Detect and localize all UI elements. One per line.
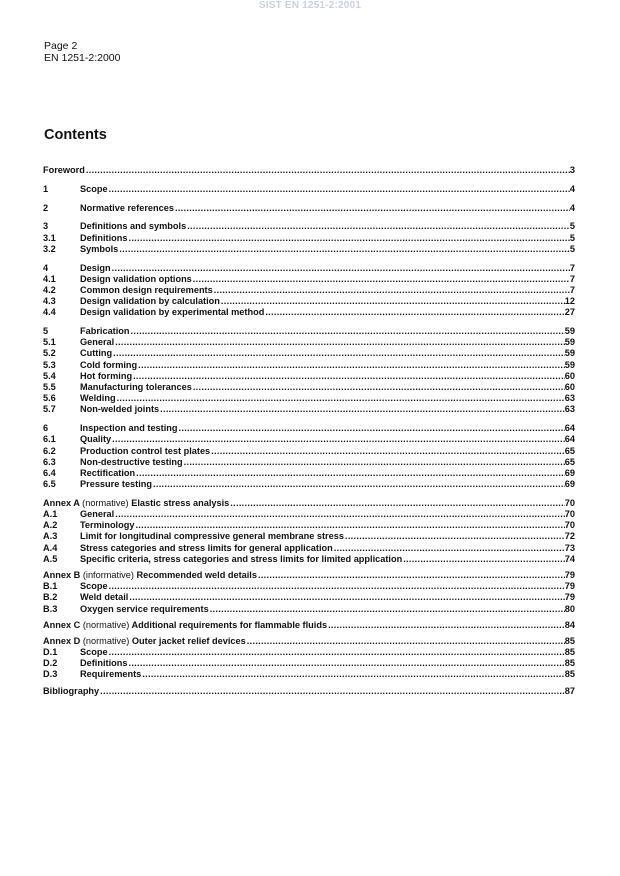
toc-entry (43, 636, 575, 647)
toc-entry-title-group (80, 184, 109, 195)
toc-entry-title-group (80, 592, 129, 603)
toc-entry-title-group (80, 468, 136, 479)
toc-entry-page: 7 (569, 284, 575, 295)
toc-entry-number: 2 (43, 202, 49, 213)
toc-entry-title: Weld detail (80, 592, 129, 603)
toc-entry-number: 6.1 (43, 434, 56, 445)
toc-entry-title: Elastic stress analysis (131, 497, 230, 508)
dot-leader (138, 360, 565, 371)
dot-leader (230, 498, 565, 509)
toc-entry-line (80, 244, 575, 255)
toc-entry-title: Specific criteria, stress categories and stress limits for limited application (80, 553, 403, 564)
toc-entry-title-group (80, 554, 403, 565)
toc-entry-number: B.2 (43, 592, 58, 603)
toc-entry (43, 233, 575, 244)
toc-entry-page: 65 (564, 456, 575, 467)
toc-entry-line (80, 531, 575, 542)
dot-leader (115, 337, 565, 348)
toc-entry-line (80, 393, 575, 404)
dot-leader (247, 636, 565, 647)
toc-entry-number: A.1 (43, 509, 58, 520)
dot-leader (221, 296, 565, 307)
toc-entry-title-group (80, 382, 193, 393)
toc-entry-title: Design (80, 262, 111, 273)
toc-entry (43, 479, 575, 490)
toc-entry-line (80, 274, 575, 285)
toc-entry-title-group (80, 509, 115, 520)
toc-entry-title-group (80, 233, 128, 244)
dot-leader (142, 669, 564, 680)
toc-entry-line (80, 669, 575, 680)
toc-entry-title-group (80, 434, 112, 445)
toc-entry-title: Manufacturing tolerances (80, 381, 192, 392)
toc-entry-line (80, 468, 575, 479)
toc-entry-page: 73 (564, 542, 575, 553)
dot-leader (131, 326, 565, 337)
toc-entry-title: Definitions (80, 232, 128, 243)
toc-entry-page: 80 (564, 603, 575, 614)
toc-entry (43, 274, 575, 285)
toc-entry (43, 221, 575, 232)
toc-entry (43, 520, 575, 531)
toc-entry (43, 543, 575, 554)
toc-entry-title: Fabrication (80, 326, 130, 337)
toc-entry (43, 498, 575, 509)
annex-label: Annex C (43, 619, 81, 630)
toc-entry-number: 6.2 (43, 445, 56, 456)
toc-entry-number: 5.1 (43, 337, 56, 348)
toc-entry-page: 79 (564, 581, 575, 592)
toc-entry-page: 70 (564, 497, 575, 508)
toc-entry-line (80, 509, 575, 520)
toc-entry-page: 79 (564, 592, 575, 603)
toc-entry-page: 85 (564, 669, 575, 680)
page-label: Page 2 (44, 40, 78, 52)
toc-entry-number: 4 (43, 262, 49, 273)
toc-entry-title: Bibliography (43, 685, 100, 696)
dot-leader (211, 446, 565, 457)
dot-leader (115, 509, 565, 520)
dot-leader (129, 592, 564, 603)
toc-entry-title: Additional requirements for flammable fluids (131, 619, 328, 630)
toc-entry (43, 360, 575, 371)
toc-entry-number: D.2 (43, 658, 58, 669)
toc-entry (43, 686, 575, 697)
toc-entry-line (80, 604, 575, 615)
dot-leader (128, 233, 569, 244)
toc-entry-page: 79 (564, 569, 575, 580)
toc-entry-title-group (80, 604, 210, 615)
annex-label: Annex B (43, 569, 81, 580)
toc-entry-title-group (80, 423, 179, 434)
toc-entry-title: Non-destructive testing (80, 456, 183, 467)
toc-entry (43, 468, 575, 479)
toc-entry-number: D.3 (43, 669, 58, 680)
toc-entry-number: 5 (43, 326, 49, 337)
toc-entry (43, 531, 575, 542)
toc-entry-number: 3.1 (43, 232, 56, 243)
toc-entry-line (80, 647, 575, 658)
toc-entry (43, 393, 575, 404)
dot-leader (109, 581, 565, 592)
toc-entry (43, 285, 575, 296)
toc-entry-title: Common design requirements (80, 284, 213, 295)
toc-entry-title: Inspection and testing (80, 423, 178, 434)
annex-label: Annex D (43, 635, 81, 646)
dot-leader (210, 604, 565, 615)
toc-entry-number: 6.4 (43, 467, 56, 478)
dot-leader (153, 479, 565, 490)
dot-leader (119, 244, 570, 255)
toc-entry-number: A.4 (43, 542, 58, 553)
dot-leader (128, 658, 564, 669)
dot-leader (345, 531, 565, 542)
toc-entry (43, 348, 575, 359)
toc-entry-page: 4 (569, 202, 575, 213)
toc-entry-page: 69 (564, 479, 575, 490)
toc-entry-title-group (80, 669, 142, 680)
toc-entry-title-group (80, 393, 117, 404)
toc-entry-title-group (43, 636, 247, 647)
toc-entry-title-group (43, 570, 258, 581)
toc-entry-title: Cutting (80, 348, 113, 359)
dot-leader (86, 165, 570, 176)
toc-entry-title-group (80, 531, 345, 542)
toc-entry-line (43, 498, 575, 509)
toc-entry-title-group (80, 457, 184, 468)
toc-entry-page: 85 (564, 658, 575, 669)
toc-entry-line (80, 233, 575, 244)
toc-entry-line (80, 296, 575, 307)
toc-entry (43, 592, 575, 603)
toc-entry-page: 85 (564, 635, 575, 646)
dot-leader (193, 382, 565, 393)
annex-qualifier: (informative) (82, 569, 134, 580)
toc-entry-title: Scope (80, 581, 108, 592)
toc-entry-title-group (80, 263, 112, 274)
toc-entry-number: 6.5 (43, 479, 56, 490)
toc-entry (43, 570, 575, 581)
toc-entry-title: Definitions (80, 658, 128, 669)
toc-entry (43, 371, 575, 382)
toc-entry-title-group (80, 446, 211, 457)
toc-entry-line (43, 165, 575, 176)
toc-entry-line (80, 203, 575, 214)
annex-label: Annex A (43, 497, 80, 508)
toc-entry-line (43, 636, 575, 647)
toc-entry-title: Requirements (80, 669, 142, 680)
toc-entry (43, 446, 575, 457)
toc-entry (43, 581, 575, 592)
dot-leader (117, 393, 565, 404)
table-of-contents (43, 165, 575, 697)
toc-entry-title-group (80, 658, 128, 669)
toc-entry-number: 5.4 (43, 370, 56, 381)
toc-entry-title-group (80, 404, 160, 415)
toc-entry-number: 5.3 (43, 359, 56, 370)
toc-entry (43, 165, 575, 176)
toc-entry-title: Oxygen service requirements (80, 603, 209, 614)
toc-entry (43, 658, 575, 669)
toc-entry (43, 307, 575, 318)
toc-entry-title: Pressure testing (80, 479, 152, 490)
standard-number: EN 1251-2:2000 (44, 52, 121, 64)
toc-entry (43, 326, 575, 337)
toc-entry-number: A.2 (43, 520, 58, 531)
toc-entry (43, 382, 575, 393)
toc-entry (43, 669, 575, 680)
toc-entry (43, 620, 575, 631)
toc-entry-title-group (43, 686, 100, 697)
toc-entry-title: Normative references (80, 202, 174, 213)
toc-entry-title: General (80, 337, 115, 348)
toc-entry-title: Rectification (80, 467, 136, 478)
toc-entry (43, 203, 575, 214)
toc-entry-page: 72 (564, 531, 575, 542)
toc-entry-line (80, 326, 575, 337)
toc-entry-number: 6 (43, 423, 49, 434)
toc-entry-line (80, 404, 575, 415)
toc-entry-title-group (80, 337, 115, 348)
dot-leader (112, 263, 570, 274)
toc-entry-title-group (80, 371, 133, 382)
toc-entry-page: 7 (569, 262, 575, 273)
toc-entry-page: 7 (569, 273, 575, 284)
toc-entry-title-group (80, 274, 193, 285)
dot-leader (160, 404, 565, 415)
toc-entry-title: Quality (80, 434, 112, 445)
toc-entry-number: 1 (43, 183, 49, 194)
toc-entry-page: 64 (564, 434, 575, 445)
toc-entry-number: 3.2 (43, 243, 56, 254)
toc-entry-title: Outer jacket relief devices (131, 635, 246, 646)
toc-entry-line (43, 620, 575, 631)
annex-qualifier: (normative) (82, 619, 130, 630)
toc-entry-page: 12 (564, 296, 575, 307)
toc-entry-line (80, 446, 575, 457)
toc-entry-number: 4.1 (43, 273, 56, 284)
toc-entry-page: 59 (564, 326, 575, 337)
toc-entry-line (80, 543, 575, 554)
toc-entry (43, 434, 575, 445)
toc-entry-title-group (80, 581, 109, 592)
toc-entry-title: Welding (80, 393, 116, 404)
dot-leader (100, 686, 565, 697)
dot-leader (184, 457, 565, 468)
toc-entry-page: 63 (564, 404, 575, 415)
toc-entry-title-group (80, 221, 187, 232)
toc-entry-number: 6.3 (43, 456, 56, 467)
toc-entry-page: 4 (569, 183, 575, 194)
page-header (44, 40, 120, 64)
toc-entry-page: 59 (564, 337, 575, 348)
toc-entry-line (80, 371, 575, 382)
toc-entry-page: 85 (564, 647, 575, 658)
toc-entry-line (80, 658, 575, 669)
toc-entry-line (80, 285, 575, 296)
toc-entry-number: A.5 (43, 553, 58, 564)
dot-leader (113, 348, 565, 359)
dot-leader (214, 285, 570, 296)
toc-entry-line (80, 307, 575, 318)
toc-entry-title: Definitions and symbols (80, 221, 187, 232)
toc-entry-line (80, 382, 575, 393)
toc-entry-page: 59 (564, 359, 575, 370)
page-title: Contents (44, 127, 107, 143)
toc-entry-page: 5 (569, 221, 575, 232)
toc-entry-title-group (80, 360, 138, 371)
toc-entry-number: B.1 (43, 581, 58, 592)
toc-entry-line (43, 570, 575, 581)
toc-entry-title: Terminology (80, 520, 135, 531)
toc-entry-number: 5.6 (43, 393, 56, 404)
toc-entry-title: Design validation by experimental method (80, 307, 265, 318)
toc-entry-page: 65 (564, 445, 575, 456)
toc-entry-page: 70 (564, 509, 575, 520)
toc-entry-line (80, 360, 575, 371)
toc-entry-number: 3 (43, 221, 49, 232)
dot-leader (179, 423, 565, 434)
toc-entry-title: Hot forming (80, 370, 133, 381)
toc-entry-page: 87 (564, 685, 575, 696)
dot-leader (133, 371, 565, 382)
toc-entry-page: 60 (564, 370, 575, 381)
dot-leader (135, 520, 564, 531)
toc-entry-page: 5 (569, 232, 575, 243)
toc-entry-line (80, 221, 575, 232)
toc-entry-title-group (80, 307, 265, 318)
toc-entry-line (80, 337, 575, 348)
toc-entry-page: 69 (564, 467, 575, 478)
toc-entry-title: Design validation options (80, 273, 192, 284)
toc-entry-title: Scope (80, 183, 108, 194)
toc-entry-line (80, 592, 575, 603)
dot-leader (112, 434, 565, 445)
toc-entry-title: Production control test plates (80, 445, 211, 456)
dot-leader (265, 307, 564, 318)
toc-entry-title: Recommended weld details (136, 569, 257, 580)
dot-leader (175, 203, 570, 214)
toc-entry-page: 60 (564, 381, 575, 392)
toc-entry (43, 457, 575, 468)
toc-entry (43, 554, 575, 565)
toc-entry (43, 263, 575, 274)
toc-entry-title-group (43, 165, 86, 176)
toc-entry-line (80, 581, 575, 592)
toc-entry-page: 5 (569, 243, 575, 254)
toc-entry-title-group (80, 543, 334, 554)
toc-entry-title-group (80, 647, 109, 658)
toc-entry-page: 27 (564, 307, 575, 318)
toc-entry-line (80, 554, 575, 565)
toc-entry (43, 423, 575, 434)
toc-entry-line (80, 520, 575, 531)
toc-entry (43, 296, 575, 307)
toc-entry-page: 63 (564, 393, 575, 404)
toc-entry-number: B.3 (43, 603, 58, 614)
toc-entry-title: Symbols (80, 243, 119, 254)
toc-entry-title-group (80, 296, 221, 307)
toc-entry (43, 604, 575, 615)
toc-entry-title-group (80, 348, 113, 359)
toc-entry-title: Scope (80, 647, 108, 658)
toc-entry-line (80, 457, 575, 468)
toc-entry-line (80, 423, 575, 434)
toc-entry-page: 74 (564, 553, 575, 564)
toc-entry-title: Non-welded joints (80, 404, 160, 415)
toc-entry-title-group (43, 498, 230, 509)
toc-entry-title: Limit for longitudinal compressive general membrane stress (80, 531, 344, 542)
toc-entry-title-group (43, 620, 328, 631)
toc-entry-title: Stress categories and stress limits for general application (80, 542, 333, 553)
toc-entry-number: A.3 (43, 531, 58, 542)
toc-entry-line (80, 184, 575, 195)
toc-entry (43, 244, 575, 255)
toc-entry-page: 84 (564, 619, 575, 630)
dot-leader (403, 554, 565, 565)
toc-entry-line (80, 479, 575, 490)
toc-entry (43, 647, 575, 658)
dot-leader (334, 543, 565, 554)
toc-entry-line (80, 434, 575, 445)
toc-entry (43, 509, 575, 520)
dot-leader (328, 620, 565, 631)
toc-entry-title: Cold forming (80, 359, 138, 370)
toc-entry-page: 64 (564, 423, 575, 434)
dot-leader (109, 184, 570, 195)
dot-leader (258, 570, 565, 581)
watermark: SIST EN 1251-2:2001 (258, 0, 362, 11)
toc-entry-line (43, 686, 575, 697)
toc-entry-title: Design validation by calculation (80, 296, 220, 307)
toc-entry-page: 59 (564, 348, 575, 359)
dot-leader (136, 468, 565, 479)
toc-entry-number: 4.3 (43, 296, 56, 307)
dot-leader (193, 274, 570, 285)
dot-leader (109, 647, 565, 658)
toc-entry-title: General (80, 509, 115, 520)
toc-entry-number: D.1 (43, 647, 58, 658)
toc-entry-title-group (80, 520, 135, 531)
annex-qualifier: (normative) (82, 635, 130, 646)
toc-entry (43, 184, 575, 195)
toc-entry-line (80, 263, 575, 274)
toc-entry-title: Foreword (43, 165, 85, 175)
toc-entry-title-group (80, 244, 119, 255)
annex-qualifier: (normative) (82, 497, 129, 508)
toc-entry-title-group (80, 326, 131, 337)
toc-entry-number: 5.2 (43, 348, 56, 359)
toc-entry-page: 70 (564, 520, 575, 531)
toc-entry (43, 337, 575, 348)
toc-entry-number: 4.4 (43, 307, 56, 318)
toc-entry-line (80, 348, 575, 359)
toc-entry-number: 5.5 (43, 381, 56, 392)
toc-entry-title-group (80, 479, 153, 490)
toc-entry (43, 404, 575, 415)
toc-entry-title-group (80, 285, 214, 296)
dot-leader (187, 221, 570, 232)
toc-entry-page: 3 (569, 165, 575, 175)
toc-entry-number: 5.7 (43, 404, 56, 415)
toc-entry-title-group (80, 203, 175, 214)
toc-entry-number: 4.2 (43, 284, 56, 295)
